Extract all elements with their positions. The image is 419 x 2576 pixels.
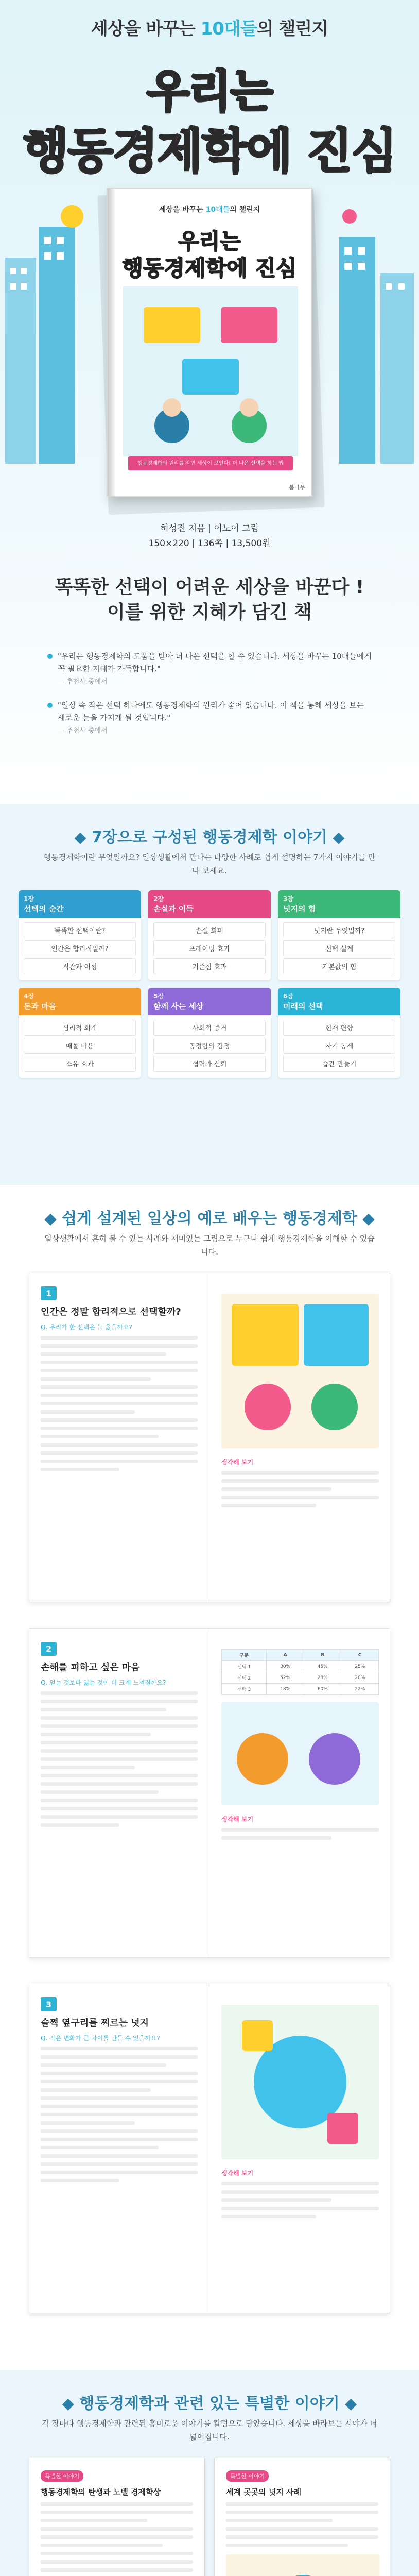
table-row <box>222 1684 379 1695</box>
table-cell: B <box>304 1650 341 1661</box>
chapter-name: 미래의 선택 <box>283 1002 323 1011</box>
table-cell: 60% <box>304 1684 341 1695</box>
chapter-number: 1장 <box>24 895 34 903</box>
chapters-section <box>0 804 419 1185</box>
table-cell: 25% <box>341 1661 379 1672</box>
table-cell: 구분 <box>222 1650 267 1661</box>
chapter-card <box>278 890 400 980</box>
page-data-table <box>221 1649 379 1695</box>
chapter-number: 5장 <box>153 993 164 1000</box>
chapter-header <box>19 988 141 1015</box>
chapter-topic: 프레이밍 효과 <box>153 940 266 956</box>
chapter-name: 돈과 마음 <box>24 1002 57 1011</box>
chapter-topic: 넛지란 무엇일까? <box>283 922 395 938</box>
page-number-badge: 1 <box>41 1286 57 1300</box>
book-tag-highlight: 10대들 <box>205 206 230 214</box>
chapters-desc: 행동경제학이란 무엇일까요? 일상생활에서 만나는 다양한 사례로 쉽게 설명하는 7가지 이야기를 만나 보세요. <box>43 853 376 875</box>
book-tag-post: 의 챌린지 <box>230 206 260 214</box>
book-cover-title1: 우리는 <box>178 229 241 254</box>
pages-desc: 일상생활에서 흔히 볼 수 있는 사례와 재미있는 그림으로 누구나 쉽게 행동경제학을 이해할 수 있습니다. <box>44 1234 375 1257</box>
bullet-dot-icon <box>47 703 53 708</box>
column-illustration <box>226 2554 379 2576</box>
book-cover-title2: 행동경제학에 진심 <box>122 256 297 281</box>
chapter-topic: 똑똑한 선택이란? <box>24 922 136 938</box>
hero-title-line1: 우리는 <box>147 66 272 117</box>
hero-title-char: 학 <box>201 124 247 179</box>
page-number-badge: 3 <box>41 1997 57 2011</box>
chapter-topic: 기준점 효과 <box>153 958 266 974</box>
chapter-name: 함께 사는 세상 <box>153 1002 204 1011</box>
hero-title-char: 경 <box>112 124 158 179</box>
page-question: Q. 작은 변화가 큰 차이를 만들 수 있을까요? <box>41 2035 160 2042</box>
table-cell: 18% <box>267 1684 304 1695</box>
table-cell: 52% <box>267 1672 304 1684</box>
column-card <box>29 2458 205 2576</box>
chapter-topic: 소유 효과 <box>24 1056 136 1072</box>
sample-page-spread <box>29 1628 390 1958</box>
quote-text: "일상 속 작은 선택 하나에도 행동경제학의 원리가 숨어 있습니다. 이 책을 통해 세상을 보는 새로운 눈을 가지게 될 것입니다." <box>58 700 364 722</box>
table-cell: 선택 2 <box>222 1672 267 1684</box>
chapter-topic: 심리적 회계 <box>24 1020 136 1036</box>
pages-title: ◆ 쉽게 설계된 일상의 예로 배우는 행동경제학 ◆ <box>44 1210 375 1228</box>
table-cell: C <box>341 1650 379 1661</box>
hero-title-char: 제 <box>157 124 202 179</box>
quote-source: ― 추천사 중에서 <box>58 678 108 686</box>
chapter-topic: 손실 회피 <box>153 922 266 938</box>
sample-page-left <box>29 1984 210 2313</box>
hero-title-char: 행 <box>23 124 68 179</box>
chapter-card <box>148 988 271 1078</box>
chapter-name: 선택의 순간 <box>24 904 64 913</box>
chapter-header <box>278 890 400 918</box>
table-cell: 선택 1 <box>222 1661 267 1672</box>
sample-page-right <box>210 1273 390 1602</box>
quote-item <box>47 699 372 737</box>
quote-text: "우리는 행동경제학의 도움을 받아 더 나은 선택을 할 수 있습니다. 세상을 바꾸는 10대들에게 꼭 필요한 지혜가 가득합니다." <box>58 652 372 673</box>
hero-tagline <box>0 14 419 40</box>
chapter-grid <box>19 890 400 1078</box>
chapter-number: 6장 <box>283 993 293 1000</box>
city-building-illustration-left <box>0 196 90 464</box>
column-title: 세계 곳곳의 넛지 사례 <box>226 2487 302 2497</box>
column-tag: 특별한 이야기 <box>41 2470 83 2482</box>
chapter-topic: 협력과 신뢰 <box>153 1056 266 1072</box>
page-illustration <box>221 1294 379 1448</box>
chapter-topic: 인간은 합리적일까? <box>24 940 136 956</box>
hero-tag-post: 의 챌린지 <box>256 19 328 39</box>
page-illustration <box>221 1702 379 1805</box>
book-tag-pre: 세상을 바꾸는 <box>159 206 203 214</box>
chapter-topic: 현재 편향 <box>283 1020 395 1036</box>
hero-tag-pre: 세상을 바꾸는 <box>91 19 195 39</box>
chapters-title: ◆ 7장으로 구성된 행동경제학 이야기 ◆ <box>74 828 345 846</box>
chapter-topic: 선택 설계 <box>283 940 395 956</box>
page-box-title: 생각해 보기 <box>221 1816 254 1823</box>
hero-title-line2 <box>0 113 419 181</box>
book-info-authors: 허성진 지음 | 이노이 그림 <box>160 523 259 534</box>
chapter-topic: 자기 통제 <box>283 1038 395 1054</box>
table-cell: 30% <box>267 1661 304 1672</box>
table-row <box>222 1650 379 1661</box>
table-cell: 20% <box>341 1672 379 1684</box>
page-box-title: 생각해 보기 <box>221 1459 254 1466</box>
chapter-number: 3장 <box>283 895 293 903</box>
sample-page-spread <box>29 1984 390 2313</box>
column-tag: 특별한 이야기 <box>226 2470 269 2482</box>
chapter-card <box>19 890 141 980</box>
hero-title-char: 에 진심 <box>246 124 396 179</box>
sample-pages-section <box>0 1185 419 2370</box>
quote-list <box>47 650 372 748</box>
chapter-card <box>19 988 141 1078</box>
hero-section <box>0 0 419 804</box>
chapter-topic: 직관과 이성 <box>24 958 136 974</box>
book-info <box>0 521 419 551</box>
chapter-number: 2장 <box>153 895 164 903</box>
table-cell: 선택 3 <box>222 1684 267 1695</box>
book-info-specs: 150×220 | 136쪽 | 13,500원 <box>148 538 271 549</box>
column-title: 행동경제학의 탄생과 노벨 경제학상 <box>41 2487 161 2497</box>
book-cover <box>107 188 312 497</box>
columns-title: ◆ 행동경제학과 관련 있는 특별한 이야기 ◆ <box>62 2395 357 2413</box>
chapter-number: 4장 <box>24 993 34 1000</box>
page-question: Q. 우리가 한 선택은 늘 옳을까요? <box>41 1324 132 1331</box>
table-row <box>222 1672 379 1684</box>
book-cover-publisher: 봄나무 <box>289 484 305 491</box>
quote-item <box>47 650 372 688</box>
city-building-illustration-right <box>329 196 419 464</box>
page-illustration <box>221 2005 379 2159</box>
table-cell: 28% <box>304 1672 341 1684</box>
columns-section <box>0 2370 419 2576</box>
subheading-line2: 이를 위한 지혜가 담긴 책 <box>107 601 312 623</box>
sample-page-right <box>210 1629 390 1957</box>
book-cover-blurb: 행동경제학의 원리를 알면 세상이 보인다! 더 나은 선택을 하는 법 <box>128 456 293 470</box>
book-cover-tagline <box>108 204 311 214</box>
bullet-dot-icon <box>47 654 53 659</box>
page-title: 손해를 피하고 싶은 마음 <box>41 1662 140 1673</box>
hero-tag-highlight: 10대들 <box>200 19 257 39</box>
chapter-name: 넛지의 힘 <box>283 904 316 913</box>
column-card <box>214 2458 390 2576</box>
chapter-topic: 사회적 증거 <box>153 1020 266 1036</box>
chapter-card <box>148 890 271 980</box>
columns-desc: 각 장마다 행동경제학과 관련된 흥미로운 이야기를 칼럼으로 담았습니다. 세상을 바라보는 시야가 더 넓어집니다. <box>42 2419 377 2442</box>
chapter-topic: 공정함의 감정 <box>153 1038 266 1054</box>
chapter-topic: 매몰 비용 <box>24 1038 136 1054</box>
chapter-name: 손실과 이득 <box>153 904 194 913</box>
chapter-header <box>148 890 271 918</box>
book-cover-illustration <box>123 286 298 456</box>
page-box-title: 생각해 보기 <box>221 2170 254 2177</box>
chapter-header <box>278 988 400 1015</box>
table-row <box>222 1661 379 1672</box>
table-cell: 45% <box>304 1661 341 1672</box>
sample-page-left <box>29 1273 210 1602</box>
page-number-badge: 2 <box>41 1642 57 1656</box>
chapter-header <box>148 988 271 1015</box>
hero-subheading <box>0 575 419 625</box>
table-cell: A <box>267 1650 304 1661</box>
sample-page-right <box>210 1984 390 2313</box>
page-title: 슬쩍 옆구리를 찌르는 넛지 <box>41 2018 149 2028</box>
chapter-header <box>19 890 141 918</box>
sample-page-left <box>29 1629 210 1957</box>
quote-source: ― 추천사 중에서 <box>58 726 108 735</box>
sample-page-spread <box>29 1273 390 1602</box>
hero-title-char: 동 <box>67 124 113 179</box>
page-title: 인간은 정말 합리적으로 선택할까? <box>41 1307 181 1317</box>
subheading-line1: 똑똑한 선택이 어려운 세상을 바꾼다 ! <box>55 577 364 598</box>
chapter-card <box>278 988 400 1078</box>
table-cell: 22% <box>341 1684 379 1695</box>
page-question: Q. 얻는 것보다 잃는 것이 더 크게 느껴질까요? <box>41 1679 166 1687</box>
chapter-topic: 기본값의 힘 <box>283 958 395 974</box>
chapter-topic: 습관 만들기 <box>283 1056 395 1072</box>
